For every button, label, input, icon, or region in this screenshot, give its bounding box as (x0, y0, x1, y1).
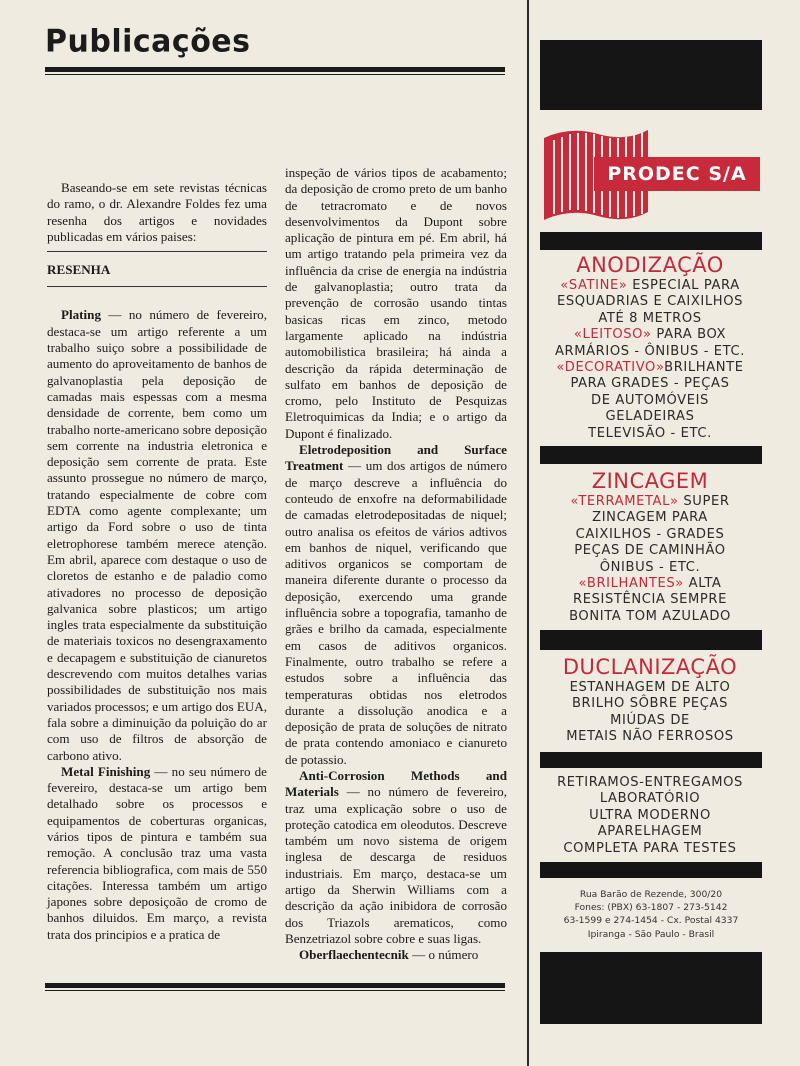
bottom-rule (45, 983, 505, 988)
oberflaechentecnik-paragraph (285, 947, 507, 963)
electrodeposition-lead: Eletrodeposition and Surface Treatment (285, 442, 507, 474)
ad-black-bar (540, 446, 762, 464)
metal-finishing-text: — no seu número de fevereiro, destaca-se um artigo bem detalhado sobre os processos e equipamentos de coberturas organicas, vários tipos de pintura e também sua remoção. A conclusão traz uma vasta referencia bibliografica, com mais de 550 citações. Interessa também um artigo japones sobre deposiçoão de cromo de banhos diluidos. Em março, a revista trata dos principios e a pratica de (47, 763, 267, 942)
ad-black-bar (540, 232, 762, 250)
article-column-2 (285, 165, 507, 964)
continuation-paragraph: inspeção de vários tipos de acabamento; da deposição de cromo preto de um banho de tetracromato e de novos desenvolvimentos da Dupont sobre aplicação de pintura em pé. Em abril, há um artigo tratando pela primeira vez da influência da crise de energia na indústria de galvanoplastia; outro trata da prevenção de corrosão usando tintas basicas ricas em zinco, metodo largamente aplicado na indústria automobilistica brasileira; há ainda a descrição da rápida determinação de sulfato em banhos de deposição de cromo, pelo Instituto de Pesquizas Eletroquimicas da India; e o artigo da Dupont é finalizado. (285, 165, 507, 441)
oberflaechentecnik-text: — o número (408, 947, 479, 963)
oberflaechentecnik-lead: Oberflaechentecnik (299, 947, 409, 963)
section-heading: RESENHA (47, 262, 111, 278)
electrodeposition-paragraph (285, 442, 507, 768)
ad-black-bar (540, 862, 762, 878)
anti-corrosion-text: — no número de fevereiro, traz uma explicação sobre o uso de proteção catodica em oleodutos. Descreve também um novo sistema de origem inglesa de descarga de residuos industriais. Em março, destaca-se um artigo da Sherwin Williams com a descrição da ação inibidora de corrosão dos Triazols arematicos, como Benzetriazol sobre cobre e suas ligas. (285, 784, 507, 946)
prodec-logo (540, 120, 762, 230)
metal-finishing-lead: Metal Finishing (61, 763, 151, 779)
duclanizacao-heading: DUCLANIZAÇÃO (562, 655, 738, 679)
zincagem-heading: ZINCAGEM (591, 469, 709, 493)
intro-paragraph: Baseando-se em sete revistas técnicas do ramo, o dr. Alexandre Foldes fez uma resenha dos artigos e novidades publicadas em vários paises: (47, 180, 267, 244)
plating-text: — no número de fevereiro, destaca-se um artigo referente a um trabalho suiço sobre a possibilidade de aumento do aproveitamento de banhos de galvanoplastia pela deposição de camadas mais espessas com a mesma densidade de corrente, bem como um trabalho norte-americano sobre deposição sem corrente na industria eletronica e deposição sem corrente de prata. Este assunto prossegue no número de março, tratando especialmente de cobre com EDTA como agente complexante; um artigo da Ford sobre o uso de tinta eletrophorese também merece atenção. Em abril, aparece com destaque o uso de cloretos de estanho e de paladio como ativadores no processo de deposição galvanica sobre plasticos; um artigo ingles trata especialmente da substituição de materiais toxicos no desengraxamento e decapagem e substituição de cianuretos descrevendo com muitos detalhes varias possibilidades de substituição nos mais variados processos; e um artigo dos EUA, fala sobre a diminuição da poluição do ar com uso de filtros de absorção de carbono ativo. (47, 307, 268, 763)
ad-black-bar (540, 752, 762, 768)
anodizacao-heading: ANODIZAÇÃO (576, 253, 724, 277)
services-section: RETIRAMOS-ENTREGAMOS LABORATÓRIO ULTRA MODERNO APARELHAGEM COMPLETA PARA TESTES (557, 775, 743, 856)
anodizacao-section: ANODIZAÇÃO «SATINE» ESPECIAL PARA ESQUADRIAS E CAIXILHOS ATÉ 8 METROS «LEITOSO» PARA BOX ARMÁRIOS - ÔNIBUS - ETC. «DECORATIVO»BRILHANTE PARA GRADES - PEÇAS DE AUTOMÓVEIS GELADEIRAS TELEVISÃO - ETC. (540, 252, 760, 442)
company-address: Rua Barão de Rezende, 300/20 Fones: (PBX) 63-1807 - 273-5142 63-1599 e 274-1454 - Cx. Postal 4337 Ipiranga - São Paulo - Brasil (563, 889, 739, 940)
anti-corrosion-paragraph (285, 768, 507, 947)
top-rule (45, 67, 505, 72)
top-rule-thin (45, 74, 505, 75)
bottom-rule-thin (45, 990, 505, 991)
page-divider (527, 0, 529, 1066)
anti-corrosion-lead: Anti-Corrosion Methods and Materials (285, 767, 507, 800)
ad-black-bar (540, 952, 762, 1024)
section-rule (47, 286, 267, 287)
article-column-1 (47, 180, 267, 943)
plating-lead: Plating (61, 307, 102, 323)
duclanizacao-section: DUCLANIZAÇÃO ESTANHAGEM DE ALTO BRILHO SÔBRE PEÇAS MIÚDAS DE METAIS NÃO FERROSOS (540, 654, 760, 746)
company-name: PRODEC S/A (594, 157, 760, 191)
ad-black-bar (540, 40, 762, 110)
page-title: Publicações (45, 23, 251, 60)
ad-black-bar (540, 630, 762, 650)
plating-paragraph (47, 307, 267, 763)
zincagem-section: ZINCAGEM «TERRAMETAL» SUPER ZINCAGEM PARA CAIXILHOS - GRADES PEÇAS DE CAMINHÃO ÔNIBUS - ETC. «BRILHANTES» ALTA RESISTÊNCIA SEMPRE BONITA TOM AZULADO (540, 468, 760, 625)
metal-finishing-paragraph (47, 764, 267, 943)
section-rule (47, 251, 267, 252)
electrodeposition-text: — um dos artigos de número de março descreve a influência do conteudo de enxofre na deformabilidade de camadas eletrodepositadas de niquel; outro analisa os efeitos de vários adtivos em banhos de niquel, verificando que aditivos organicos se comportam de maneira diferente durante o processo da deposição, exercendo uma grande influência sobre a topografia, tamanho de grães e brilho da camada, especialmente em casos de aditivos organicos. Finalmente, outro trabalho se refere a estudos sobre a influência das temperaturas obtidas nos eletrodos durante a dissolução anodica e a deposição de prata de soluções de nitrato de prata contendo amoniaco e cianureto de potassio. (285, 458, 507, 767)
